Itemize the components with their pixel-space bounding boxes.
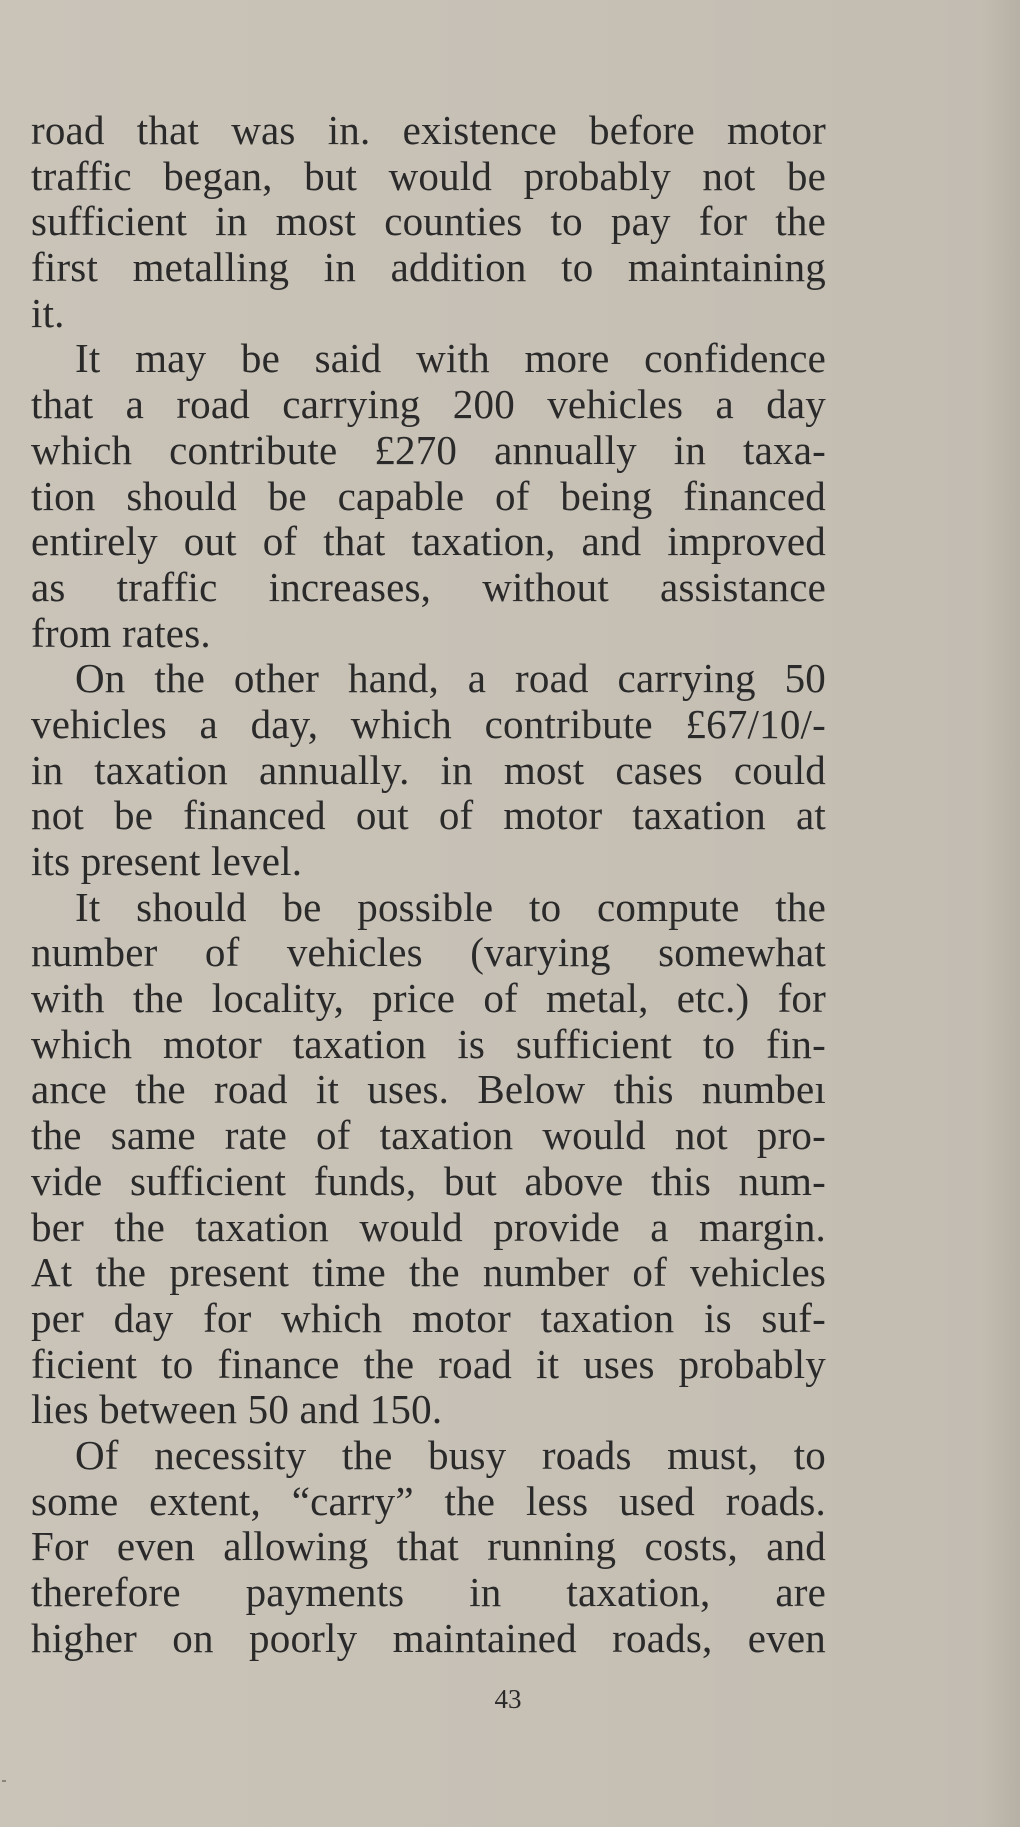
- text-line: not be financed out of motor taxation at: [31, 792, 826, 839]
- text-line: sufficient in most counties to pay for the: [31, 198, 826, 245]
- text-line: tion should be capable of being financed: [31, 472, 826, 519]
- text-line: traffic began, but would probably not be: [31, 152, 826, 199]
- text-line: which motor taxation is sufficient to fin-: [31, 1020, 826, 1067]
- text-line: that a road carrying 200 vehicles a day: [31, 381, 826, 428]
- text-line: For even allowing that running costs, and: [31, 1523, 826, 1570]
- text-line: with the locality, price of metal, etc.) for: [31, 975, 826, 1022]
- text-line: some extent, “carry” the less used roads.: [31, 1477, 826, 1524]
- text-line: its present level.: [31, 838, 303, 884]
- text-line: It should be possible to compute the: [75, 883, 826, 930]
- text-line: first metalling in addition to maintaining: [31, 244, 826, 291]
- text-line: therefore payments in taxation, are: [31, 1569, 826, 1615]
- text-line: it.: [31, 289, 65, 336]
- text-line: On the other hand, a road carrying 50: [75, 655, 826, 702]
- text-line: ance the road it uses. Below this numbeı: [31, 1066, 826, 1113]
- text-line: ber the taxation would provide a margin.: [31, 1203, 826, 1250]
- text-line: vehicles a day, which contribute £67/10/-: [31, 700, 826, 747]
- text-line: At the present time the number of vehicles: [31, 1249, 826, 1296]
- text-line: as traffic increases, without assistance: [31, 563, 826, 610]
- text-line: ficient to finance the road it uses probably: [31, 1340, 826, 1387]
- text-line: vide sufficient funds, but above this num-: [31, 1157, 826, 1204]
- paper-speck: [2, 1780, 6, 1782]
- text-line: in taxation annually. in most cases could: [31, 746, 826, 793]
- text-line: higher on poorly maintained roads, even: [31, 1614, 826, 1661]
- text-line: entirely out of that taxation, and improved: [31, 518, 826, 565]
- text-line: which contribute £270 annually in taxa-: [31, 426, 826, 473]
- text-line: Of necessity the busy roads must, to: [75, 1431, 826, 1478]
- text-line: from rates.: [31, 609, 211, 656]
- text-line: per day for which motor taxation is suf-: [31, 1294, 826, 1341]
- text-line: the same rate of taxation would not pro-: [31, 1112, 826, 1159]
- body-text: [31, 108, 826, 1661]
- page-number-container: [0, 1684, 1020, 1715]
- text-line: It may be said with more confidence: [75, 335, 826, 382]
- text-line: number of vehicles (varying somewhat: [31, 929, 826, 976]
- text-line: lies between 50 and 150.: [31, 1386, 443, 1433]
- page-number: 43: [494, 1684, 522, 1714]
- text-line: road that was in. existence before motor: [31, 107, 826, 153]
- page-edge-shadow: [980, 0, 1020, 1827]
